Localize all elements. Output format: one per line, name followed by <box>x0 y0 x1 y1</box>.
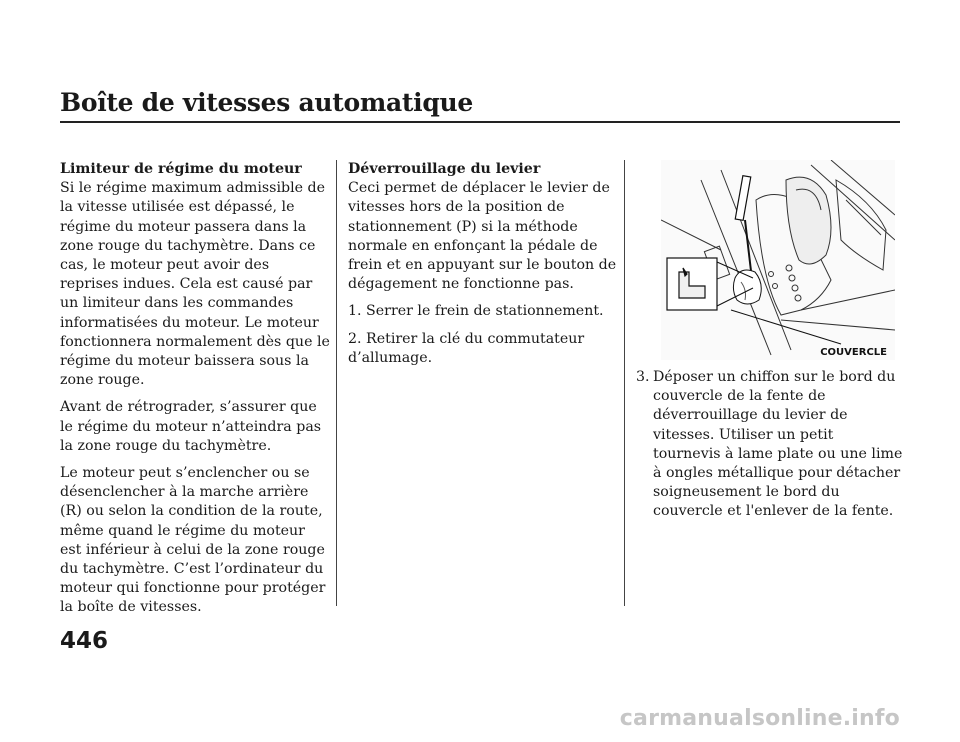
column-divider <box>624 160 625 606</box>
page-title: Boîte de vitesses automatique <box>60 88 474 117</box>
paragraph: Ceci permet de déplacer le levier de vitesses hors de la position de stationnement (P) si la méthode normale en enfonçant la pédale de frein et en appuyant sur le bouton de dégagement ne fonctionne pas. <box>348 180 617 293</box>
page-number: 446 <box>60 628 109 654</box>
step-item-3 <box>636 368 904 522</box>
paragraph: Avant de rétrograder, s’assurer que le régime du moteur n’atteindra pas la zone rouge du tachymètre. <box>60 399 322 454</box>
section-heading-engine-limiter: Limiteur de régime du moteur <box>60 161 302 177</box>
step-item: 2. Retirer la clé du commutateur d’allumage. <box>348 330 585 366</box>
column-divider <box>336 160 337 606</box>
shift-console-drawing <box>661 160 895 360</box>
column-engine-limiter <box>60 160 330 626</box>
paragraph: Le moteur peut s’enclencher ou se désenclencher à la marche arrière (R) ou selon la condition de la route, même quand le régime du moteur est inférieur à celui de la zone rouge du tachymètre. C’est l’ordinateur du moteur qui fonctionne pour protéger la boîte de vitesses. <box>60 465 326 616</box>
step-text: Déposer un chiffon sur le bord du couvercle de la fente de déverrouillage du levier de vitesses. Utiliser un petit tournevis à lame plate ou une lime à ongles métallique pour détacher soigneusement le bord du couvercle et l'enlever de la fente. <box>653 369 903 520</box>
shift-lever-illustration <box>661 160 895 360</box>
column-shift-lock-release <box>348 160 618 376</box>
step-number: 3. <box>636 369 650 385</box>
title-rule <box>60 121 900 123</box>
watermark: carmanualsonline.info <box>619 706 900 731</box>
step-item: 1. Serrer le frein de stationnement. <box>348 303 604 320</box>
figure-label-cover: COUVERCLE <box>820 347 887 358</box>
section-heading-shift-lock-release: Déverrouillage du levier <box>348 161 541 177</box>
paragraph: Si le régime maximum admissible de la vitesse utilisée est dépassé, le régime du moteur passera dans la zone rouge du tachymètre. Dans ce cas, le moteur peut avoir des reprises indues. Cela est causé par un limiteur dans les commandes informatisées du moteur. Le moteur fonctionnera normalement dès que le régime du moteur baissera sous la zone rouge. <box>60 180 330 389</box>
